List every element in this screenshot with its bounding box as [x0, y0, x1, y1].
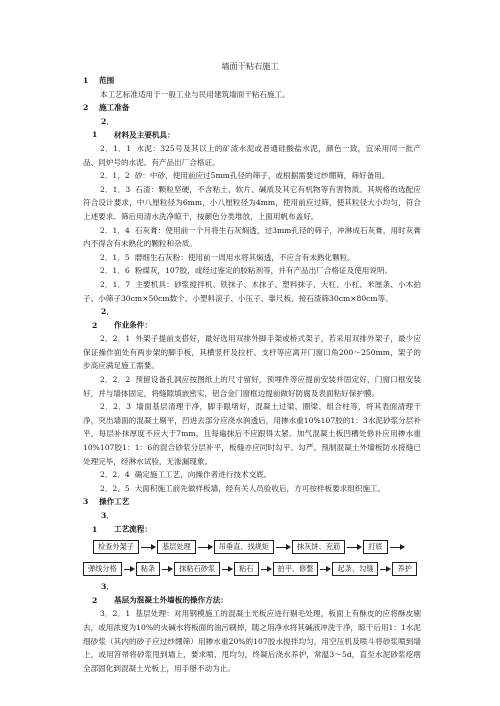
subsection-heading: 2．2 作业条件： [92, 307, 152, 330]
arrow-right-icon [122, 563, 136, 575]
arrow-right-icon [388, 541, 406, 553]
flow-step: 吊垂直、找规矩 [214, 540, 274, 554]
paragraph: 2．1．3 石渣：颗粒坚硬，不含粘土、软片、碱质及其它有机物等有害物质。其规格的选配应符合设计要求，中八厘粒径为6mm，小八厘粒径为4mm，使用前应过筛，使其粒径大小均匀，符合上述要求。筛后用清水洗净晾干，按颜色分类堆放，上面用帆布盖好。 [83, 184, 421, 221]
flow-step: 基层处理 [157, 540, 196, 554]
subsection-heading: 3．2 基层为混凝土外墙板的操作方法： [92, 582, 228, 605]
flow-step: 起条、勾缝 [332, 562, 378, 576]
paragraph: 2．1．5 磨细生石灰粉：使用前一周用水将其焖透，不应含有未熟化颗粒。 [100, 252, 355, 262]
subsection-heading: 2．1 材料及主要机具： [92, 116, 175, 140]
section-heading: 3 操作工艺 [83, 497, 130, 507]
subsection-heading: 3．1 工艺流程： [92, 511, 152, 534]
paragraph: 2．1．1 水泥：325号及其以上的矿渣水泥或普通硅酸盐水泥，颜色一致，宜采用同一批产品、同炉号的水泥。有产品出厂合格证。 [83, 143, 421, 167]
flow-step: 弹线分格 [83, 562, 122, 576]
arrow-right-icon [345, 541, 363, 553]
paragraph: 2．1．4 石灰膏：使用前一个月将生石灰焖透，过3mm孔径的筛子，冲淋成石灰膏，用时灰膏内不得含有未熟化的颗粒和杂质。 [83, 225, 421, 249]
paragraph: 2．2．5 大面积施工前先做样板墙，经有关人员验收后，方可按样板要求组织施工。 [100, 483, 386, 493]
document-title: 墙面干粘石施工 [221, 61, 279, 71]
flow-step: 检查外架子 [93, 540, 139, 554]
paragraph: 本工艺标准适用于一般工业与民用建筑墙面干粘石施工。 [100, 89, 290, 99]
paragraph: 3．2．1 基层处理：对用钢模施工的混凝土光板应进行剔毛处理，板面上有酥皮的应将酥皮剔去，或用浓度为10%的火碱水将板面的油污刷掉，随之用净水将其碱液冲洗干净，晾干后用1：1水泥细砂浆（其内的砂子应过纱绷筛）用掺水重20%的107胶水搅拌均匀，用空压机及喷斗将砂浆喷到墙上，或用笤帚将砂浆甩到墙上，要求喷、甩均匀，终凝后浇水养护，常温3～5d，直至水泥砂浆疙瘩全部固化到混凝土光板上，用手掰不动为止。 [83, 609, 421, 673]
flow-step: 养护 [392, 562, 416, 576]
paragraph: 2．2．2 预留设备孔洞应按图纸上的尺寸留好，预埋件等应提前安装并固定好，门窗口框安装好，并与墙体固定，将缝隙填嵌密实，铝合金门窗框边提前做好防腐及表面粘好保护膜。 [83, 375, 421, 398]
paragraph: 2．1．2 砂：中砂，使用前应过5mm孔径的筛子，或根据需要过纱绷筛，筛好备用。 [100, 171, 390, 181]
flow-step: 抹灰饼、充筋 [292, 540, 345, 554]
section-heading: 1 范围 [83, 76, 115, 85]
arrow-right-icon [274, 541, 292, 553]
arrow-right-icon [318, 563, 332, 575]
paragraph: 2．1．6 粉煤灰，107胶，或经过鉴定的胶粘剂等，并有产品出厂合格证及使用说明。 [100, 266, 393, 276]
paragraph: 2．2．3 墙面基层清理干净，脚手眼堵好，混凝土过梁、圈梁、组合柱等，将其表面清理干净，突出墙面的混凝土剔平，凹进去部分应浇水润透后，用掺水重10%107胶的1：3水泥砂浆分层补平，每层补抹厚度不应大于7mm，且每遍抹后不应跟得太紧。加气混凝土板凹槽处修补应用掺水重10%107胶1：1：6的混合砂浆分层补平，板缝亦应同时勾平、勾严。预制混凝土外墙板防水接缝已处理完毕，经淋水试验，无渗漏现象。 [83, 402, 421, 466]
arrow-right-icon [139, 541, 157, 553]
flowchart-row-2 [83, 558, 421, 580]
flow-step: 打底 [363, 540, 387, 554]
paragraph: 2．2．1 外架子提前支搭好，最好选用双排外脚手架或桥式架子，若采用双排外架子，最少应保证操作面处有两步架的脚手板，其横竖杆及拉杆、支杆等应离开门窗口角200～250mm，架子的步高应满足施工需要。 [83, 334, 421, 371]
arrow-right-icon [160, 563, 174, 575]
arrow-right-icon [220, 563, 234, 575]
arrow-right-icon [378, 563, 392, 575]
flowchart-row-1 [93, 536, 421, 558]
paragraph: 2．1．7 主要机具：砂浆搅拌机、铁抹子、木抹子、塑料抹子、大杠、小杠、米厘条、小木拍子、小筛子30cm×50cm数个、小塑料滚子、小压子、靠尺板、接石渣筛30cm×80cm等。 [83, 279, 421, 303]
flow-step: 抹粘石砂浆 [174, 562, 220, 576]
paragraph: 2．2．4 确定施工工艺，向操作者进行技术交底。 [100, 470, 272, 480]
arrow-right-icon [196, 541, 214, 553]
document-body [83, 74, 421, 675]
flow-step: 粘条 [136, 562, 160, 576]
flow-step: 拍平、修整 [273, 562, 319, 576]
flow-step: 粘石 [234, 562, 258, 576]
arrow-right-icon [259, 563, 273, 575]
section-heading: 2 施工准备 [83, 103, 130, 113]
